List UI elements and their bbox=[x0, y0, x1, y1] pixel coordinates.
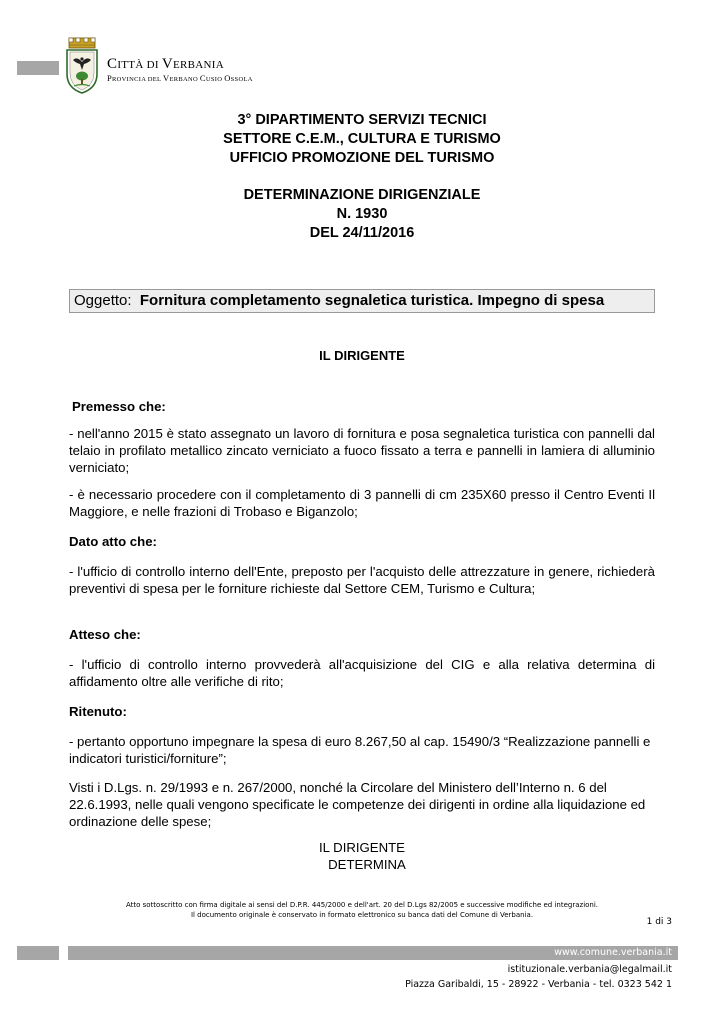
email-address[interactable]: istituzionale.verbania@legalmail.it bbox=[507, 964, 672, 975]
dirigente-heading: IL DIRIGENTE bbox=[319, 348, 405, 363]
premesso-heading: Premesso che: bbox=[72, 399, 166, 414]
ritenuto-heading: Ritenuto: bbox=[69, 704, 127, 719]
determination-date: DEL 24/11/2016 bbox=[309, 225, 415, 241]
atteso-heading: Atteso che: bbox=[69, 627, 141, 642]
premesso-paragraph-1: - nell'anno 2015 è stato assegnato un lavoro di fornitura e posa segnaletica turistica con pannelli dal telaio in profilato metallico zincato verniciato a fuoco fissato a terra e pannelli in lamiera di alluminio verniciato; bbox=[69, 426, 655, 475]
subject-box bbox=[69, 289, 655, 313]
department-line: 3° DIPARTIMENTO SERVIZI TECNICI bbox=[237, 112, 487, 128]
closing-determina: DETERMINA bbox=[328, 857, 406, 872]
page-number: 1 di 3 bbox=[646, 917, 672, 927]
dato-paragraph: - l'ufficio di controllo interno dell'Ente, preposto per l'acquisto delle attrezzature in genere, richiederà preventivi di spesa per le forniture richieste dal Settore CEM, Turismo e Cultura; bbox=[69, 564, 655, 596]
visti-paragraph: Visti i D.Lgs. n. 29/1993 e n. 267/2000, nonché la Circolare del Ministero dell’Interno n. 6 del 22.6.1993, nelle quali vengono specificate le competenze dei dirigenti in ordine alla liquidazione ed ordinazione delle spese; bbox=[69, 780, 646, 829]
determination-heading bbox=[0, 186, 724, 243]
premesso-paragraph-2: - è necessario procedere con il completamento di 3 pannelli di cm 235X60 presso il Centro Eventi Il Maggiore, e nelle frazioni di Trobaso e Biganzolo; bbox=[69, 487, 655, 519]
office-line: UFFICIO PROMOZIONE DEL TURISMO bbox=[229, 150, 495, 166]
signature-note bbox=[0, 900, 724, 920]
closing-block bbox=[0, 839, 724, 873]
signature-note-line-1: Atto sottoscritto con firma digitale ai sensi del D.P.R. 445/2000 e dell'art. 20 del D.Lgs 82/2005 e successive modifiche ed integrazioni. bbox=[125, 901, 599, 909]
dato-heading: Dato atto che: bbox=[69, 534, 157, 549]
determination-title: DETERMINAZIONE DIRIGENZIALE bbox=[243, 187, 481, 203]
city-name: CITTÀ DI VERBANIA bbox=[107, 56, 225, 72]
ritenuto-paragraph: - pertanto opportuno impegnare la spesa di euro 8.267,50 al cap. 15490/3 “Realizzazione pannelli e indicatori turistici/forniture”; bbox=[69, 734, 651, 766]
subject-label: Oggetto: bbox=[74, 292, 132, 309]
header-grey-bar bbox=[17, 61, 59, 75]
signature-note-line-2: Il documento originale è conservato in formato elettronico su banca dati del Comune di Verbania. bbox=[190, 911, 534, 919]
footer-grey-bar bbox=[17, 946, 59, 960]
atteso-paragraph: - l'ufficio di controllo interno provvederà all'acquisizione del CIG e alla relativa determina di affidamento oltre alle verifiche di rito; bbox=[69, 657, 655, 689]
postal-address: Piazza Garibaldi, 15 - 28922 - Verbania - tel. 0323 542 1 bbox=[405, 979, 672, 990]
sector-line: SETTORE C.E.M., CULTURA E TURISMO bbox=[223, 131, 501, 147]
department-heading bbox=[0, 111, 724, 168]
subject-text: Fornitura completamento segnaletica turistica. Impegno di spesa bbox=[139, 292, 605, 309]
coat-of-arms-icon bbox=[64, 36, 100, 94]
website-link[interactable]: www.comune.verbania.it bbox=[68, 946, 678, 960]
closing-dirigente: IL DIRIGENTE bbox=[319, 840, 405, 855]
determination-number: N. 1930 bbox=[336, 206, 388, 222]
province-name: PROVINCIA DEL VERBANO CUSIO OSSOLA bbox=[107, 73, 253, 83]
